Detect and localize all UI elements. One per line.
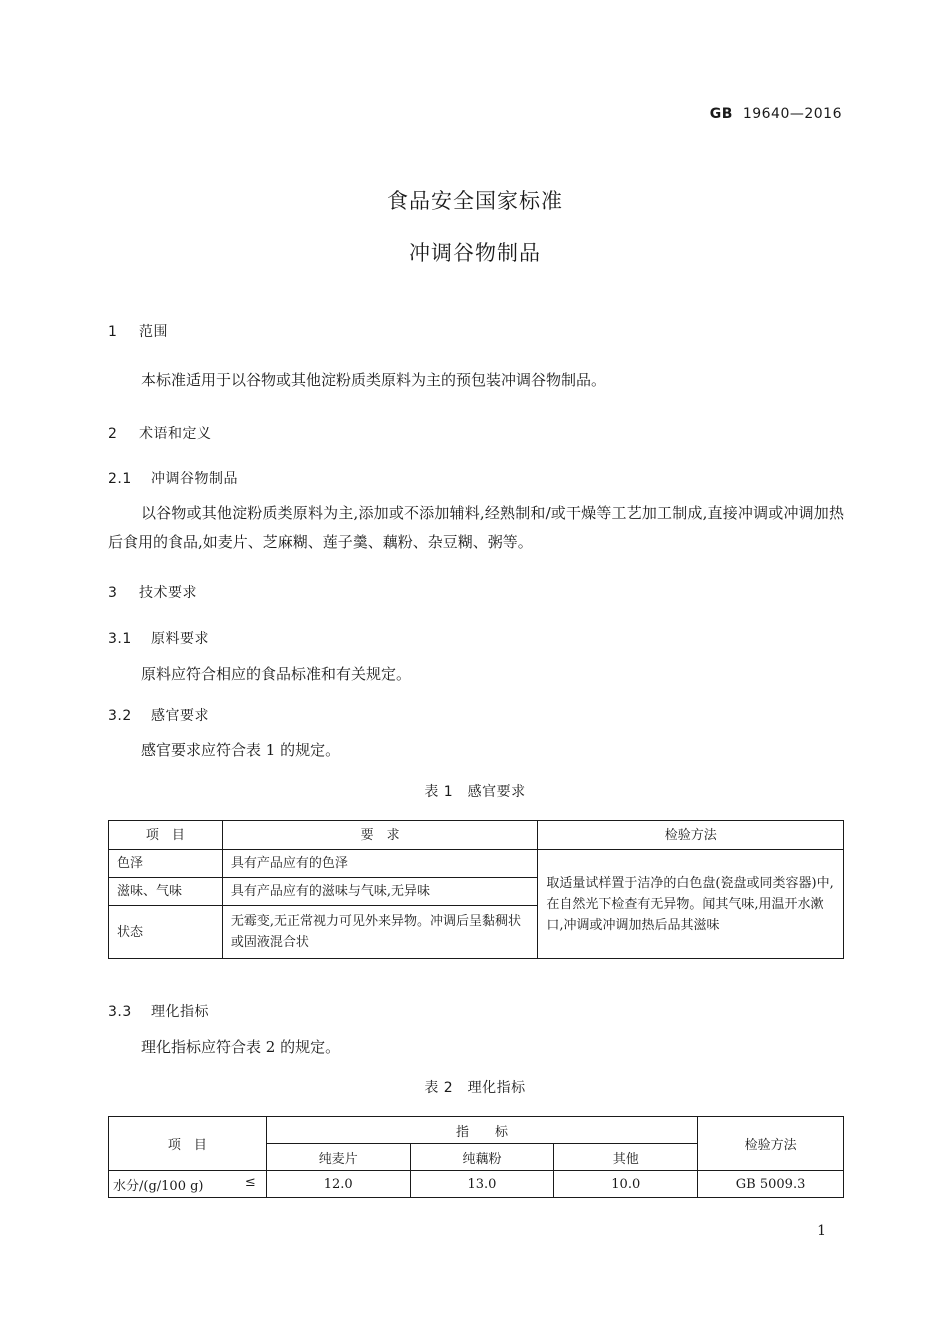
table-header-cell: 检验方法 — [698, 1117, 844, 1171]
method-cell: GB 5009.3 — [698, 1171, 844, 1198]
section-title: 理化指标 — [150, 1004, 209, 1020]
section-1-heading — [108, 321, 168, 341]
standard-code: 19640—2016 — [742, 106, 842, 122]
item-cell: 滋味、气味 — [109, 878, 223, 906]
section-1-text: 本标准适用于以谷物或其他淀粉质类原料为主的预包装冲调谷物制品。 — [141, 371, 607, 389]
table-header-cell: 项 目 — [109, 1117, 267, 1171]
table-subheader-cell: 其他 — [554, 1144, 698, 1171]
section-number: 3.2 — [108, 708, 132, 724]
section-number: 2.1 — [108, 471, 132, 487]
table-row — [109, 1171, 844, 1198]
section-number: 3.3 — [108, 1004, 132, 1020]
document-subtitle: 冲调谷物制品 — [409, 241, 541, 265]
table-header-cell: 检验方法 — [538, 821, 844, 850]
table-1-caption: 表 1 感官要求 — [424, 784, 526, 800]
table-header-cell: 项 目 — [109, 821, 223, 850]
value-cell: 10.0 — [554, 1171, 698, 1198]
item-cell: 状态 — [109, 906, 223, 959]
table-header-row — [109, 821, 844, 850]
section-3-heading — [108, 582, 197, 602]
section-3-1-text: 原料应符合相应的食品标准和有关规定。 — [141, 665, 412, 683]
section-3-3-heading — [108, 1001, 209, 1021]
section-2-heading — [108, 423, 211, 443]
section-number: 2 — [108, 426, 118, 442]
standard-number — [710, 106, 842, 122]
section-title: 术语和定义 — [138, 426, 212, 442]
item-label: 水分/(g/100 g) — [113, 1178, 204, 1194]
section-3-2-heading — [108, 705, 209, 725]
section-title: 技术要求 — [138, 585, 197, 601]
method-cell: 取适量试样置于洁净的白色盘(瓷盘或同类容器)中,在自然光下检查有无异物。闻其气味,用温开水漱口,冲调或冲调加热后品其滋味 — [538, 850, 844, 959]
section-title: 原料要求 — [150, 631, 209, 647]
table-subheader-cell: 纯麦片 — [266, 1144, 410, 1171]
section-number: 1 — [108, 324, 118, 340]
physicochemical-table — [108, 1116, 844, 1198]
section-2-1-heading — [108, 468, 238, 488]
item-cell — [109, 1171, 267, 1198]
section-title: 感官要求 — [150, 708, 209, 724]
section-3-3-text: 理化指标应符合表 2 的规定。 — [141, 1038, 341, 1056]
standard-prefix: GB — [709, 106, 733, 122]
section-title: 冲调谷物制品 — [150, 471, 238, 487]
page-number: 1 — [817, 1223, 826, 1239]
item-cell: 色泽 — [109, 850, 223, 878]
table-subheader-cell: 纯藕粉 — [410, 1144, 554, 1171]
requirement-cell: 无霉变,无正常视力可见外来异物。冲调后呈黏稠状或固液混合状 — [222, 906, 538, 959]
table-header-cell: 指 标 — [266, 1117, 697, 1144]
section-2-1-text: 以谷物或其他淀粉质类原料为主,添加或不添加辅料,经熟制和/或干燥等工艺加工制成,直接冲调或冲调加热后食用的食品,如麦片、芝麻糊、莲子羹、藕粉、杂豆糊、粥等。 — [108, 504, 844, 551]
requirement-cell: 具有产品应有的色泽 — [222, 850, 538, 878]
table-header-cell: 要 求 — [222, 821, 538, 850]
section-title: 范围 — [138, 324, 168, 340]
section-number: 3 — [108, 585, 118, 601]
requirement-cell: 具有产品应有的滋味与气味,无异味 — [222, 878, 538, 906]
value-cell: 12.0 — [266, 1171, 410, 1198]
table-header-row — [109, 1117, 844, 1144]
document-title: 食品安全国家标准 — [387, 189, 563, 213]
section-number: 3.1 — [108, 631, 132, 647]
sensory-table — [108, 820, 844, 959]
table-2-caption: 表 2 理化指标 — [424, 1080, 526, 1096]
value-cell: 13.0 — [410, 1171, 554, 1198]
table-row — [109, 850, 844, 878]
section-3-2-text: 感官要求应符合表 1 的规定。 — [141, 741, 341, 759]
section-3-1-heading — [108, 628, 209, 648]
less-equal-symbol: ≤ — [244, 1174, 256, 1190]
